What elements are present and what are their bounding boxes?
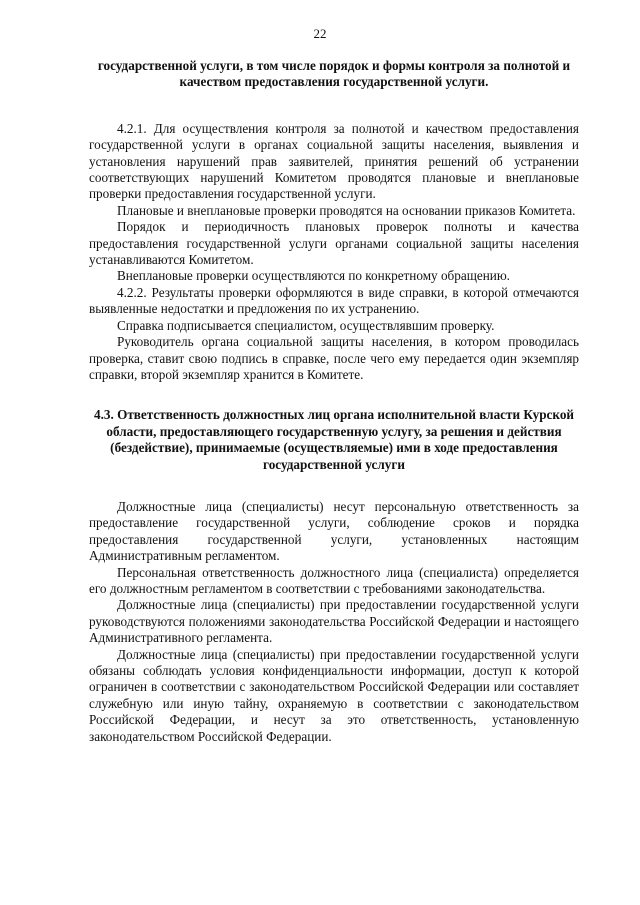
paragraph: Внеплановые проверки осуществляются по конкретному обращению. [117, 268, 510, 284]
paragraph: Плановые и внеплановые проверки проводятся на основании приказов Комитета. [117, 202, 576, 218]
paragraph: Руководитель органа социальной защиты населения, в котором проводилась проверка, ставит свою подпись в справке, после чего ему передается один экземпляр справки, второй экземпляр хранится в Комитете. [89, 334, 579, 382]
paragraph: Должностные лица (специалисты) при предоставлении государственной услуги руководствуются положениями законодательства Российской Федерации и настоящего Административного регламента. [89, 597, 579, 646]
section-4-3-heading: 4.3. Ответственность должностных лиц органа исполнительной власти Курской области, предоставляющего государственную услугу, за решения и действия (бездействие), принимаемые (осуществляемые) ими в ходе предоставления государственной услуги [93, 407, 575, 472]
paragraph: 4.2.2. Результаты проверки оформляются в виде справки, в которой отмечаются выявленные недостатки и предложения по их устранению. [89, 284, 579, 317]
section-tail-heading: государственной услуги, в том числе порядок и формы контроля за полнотой и качеством предоставления государственной услуги. [97, 58, 571, 90]
section-4-3-body [89, 499, 579, 745]
section-4-2-body [89, 121, 579, 384]
page-number: 22 [313, 26, 327, 41]
paragraph: Порядок и периодичность плановых проверок полноты и качества предоставления государственной услуги органами социальной защиты населения устанавливаются Комитетом. [89, 219, 579, 268]
paragraph: Персональная ответственность должностного лица (специалиста) определяется его должностным регламентом в соответствии с требованиями законодательства. [89, 564, 579, 596]
paragraph: Должностные лица (специалисты) несут персональную ответственность за предоставление государственной услуги, соблюдение сроков и порядка предоставления государственной услуги, установленных настоящим Административным регламентом. [89, 498, 579, 564]
page-content [89, 58, 579, 745]
paragraph: 4.2.1. Для осуществления контроля за полнотой и качеством предоставления государственной услуги в органах социальной защиты населения, выявления и установления нарушений прав заявителей, принятия решений об устранении соответствующих нарушений Комитетом проводятся плановые и внеплановые проверки предоставления государственной услуги. [89, 120, 579, 202]
paragraph: Справка подписывается специалистом, осуществлявшим проверку. [117, 317, 495, 333]
paragraph: Должностные лица (специалисты) при предоставлении государственной услуги обязаны соблюдать условия конфиденциальности информации, доступ к которой ограничен в соответствии с законодательством Российской Федерации или составляет служебную или иную тайну, охраняемую в соответствии с законодательством Российской Федерации, и несут за это ответственность, установленную законодательством Российской Федерации. [89, 646, 579, 744]
